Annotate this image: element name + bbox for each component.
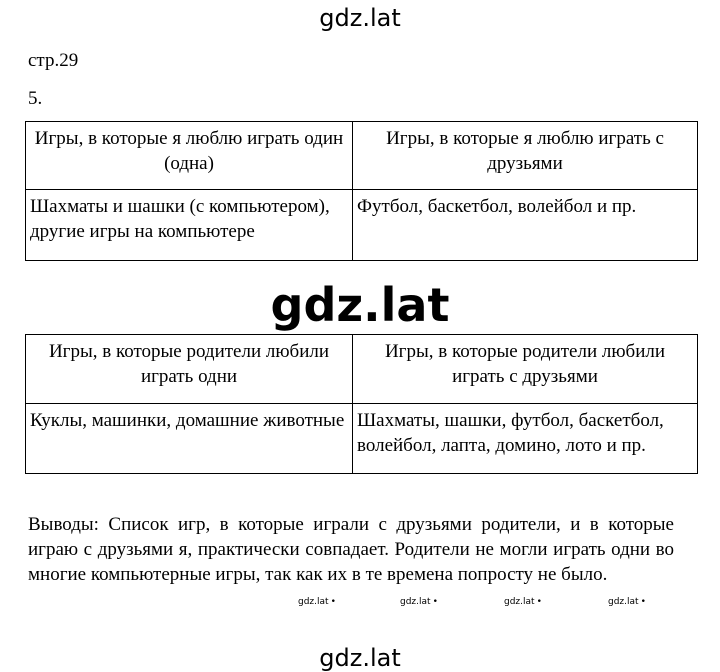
table-row	[26, 190, 698, 261]
table-cell: Футбол, баскетбол, волейбол и пр.	[353, 190, 698, 261]
watermark-top: gdz.lat	[319, 4, 401, 32]
watermark-middle: gdz.lat	[270, 278, 450, 332]
table-header-cell: Игры, в которые родители любили играть одни	[26, 335, 353, 404]
table-header-row	[26, 122, 698, 190]
page-reference: стр.29	[28, 50, 79, 71]
table-header-row	[26, 335, 698, 404]
small-watermark: gdz.lat •	[504, 597, 542, 607]
games-table-parents	[25, 334, 698, 474]
small-watermark-row	[0, 596, 720, 608]
table-header-cell: Игры, в которые я люблю играть с друзьями	[353, 122, 698, 190]
games-table-me	[25, 121, 698, 261]
watermark-bottom: gdz.lat	[319, 644, 401, 672]
task-number: 5.	[28, 88, 43, 109]
small-watermark: gdz.lat •	[298, 597, 336, 607]
table-row	[26, 404, 698, 474]
table-header-cell: Игры, в которые родители любили играть с друзьями	[353, 335, 698, 404]
conclusion-text: Выводы: Список игр, в которые играли с друзьями родители, и в которые играю с друзьями я, практически совпадает. Родители не могли играть одни во многие компьютерные игры, так как их в те времена попросту не было.	[28, 514, 674, 585]
table-cell: Куклы, машинки, домашние животные	[26, 404, 353, 474]
small-watermark: gdz.lat •	[400, 597, 438, 607]
small-watermark: gdz.lat •	[608, 597, 646, 607]
table-cell: Шахматы и шашки (с компьютером), другие игры на компьютере	[26, 190, 353, 261]
table-cell: Шахматы, шашки, футбол, баскетбол, волейбол, лапта, домино, лото и пр.	[353, 404, 698, 474]
table-header-cell: Игры, в которые я люблю играть один (одна)	[26, 122, 353, 190]
